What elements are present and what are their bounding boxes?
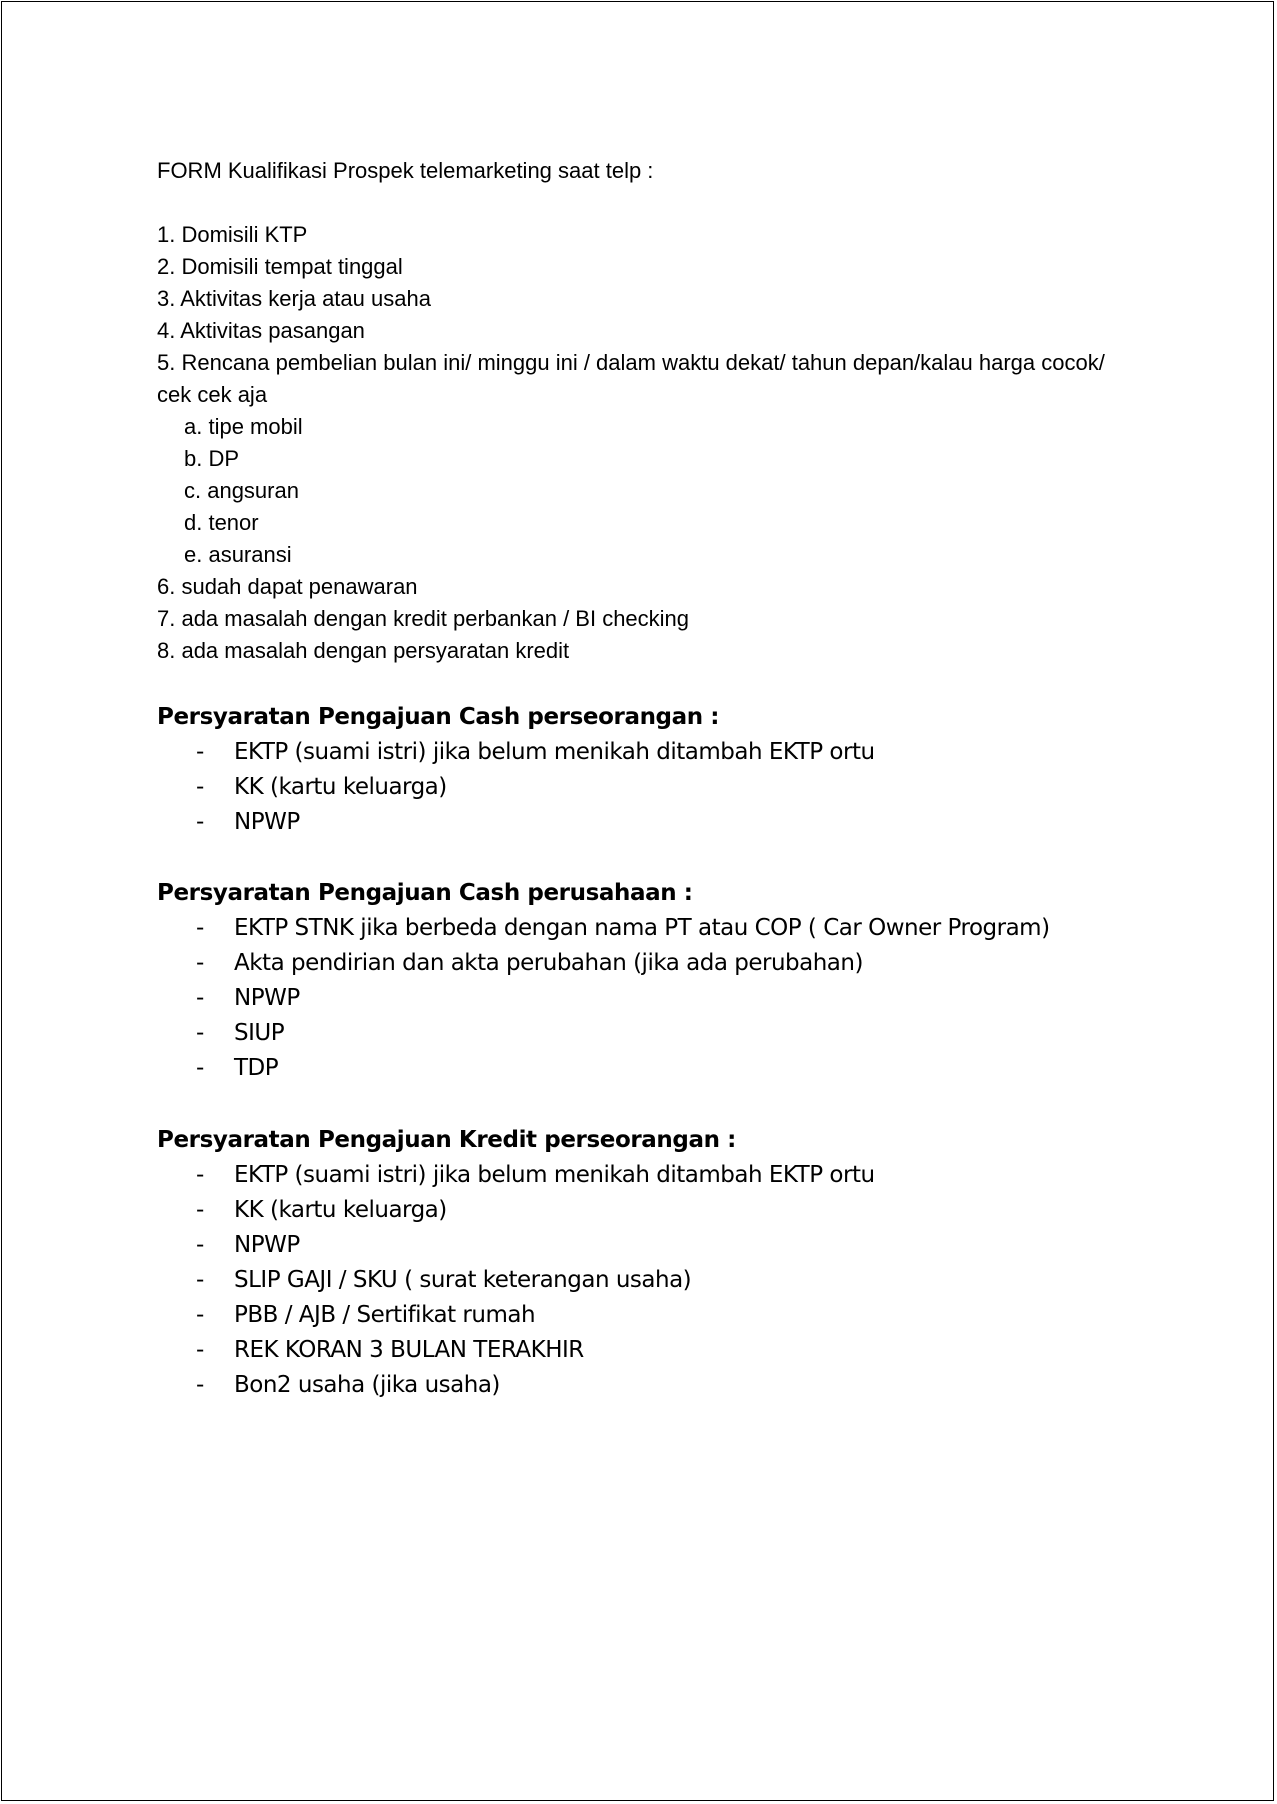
form-subitem-c: c. angsuran <box>184 478 299 503</box>
section-heading-kredit-perseorangan: Persyaratan Pengajuan Kredit perseorangan : <box>157 1127 736 1153</box>
requirement-text: EKTP STNK jika berbeda dengan nama PT atau COP ( Car Owner Program) <box>234 915 1050 941</box>
bullet-dash: - <box>196 985 204 1011</box>
bullet-dash: - <box>196 1372 204 1398</box>
requirement-text: NPWP <box>234 985 300 1011</box>
requirement-text: EKTP (suami istri) jika belum menikah ditambah EKTP ortu <box>234 739 875 765</box>
form-item-4: 4. Aktivitas pasangan <box>157 318 365 343</box>
bullet-dash: - <box>196 1337 204 1363</box>
form-item-8: 8. ada masalah dengan persyaratan kredit <box>157 638 570 663</box>
bullet-dash: - <box>196 739 204 765</box>
bullet-dash: - <box>196 1055 204 1081</box>
requirement-text: Akta pendirian dan akta perubahan (jika ada perubahan) <box>234 950 863 976</box>
bullet-dash: - <box>196 1267 204 1293</box>
bullet-dash: - <box>196 950 204 976</box>
bullet-dash: - <box>196 809 204 835</box>
bullet-dash: - <box>196 1020 204 1046</box>
bullet-dash: - <box>196 774 204 800</box>
form-item-3: 3. Aktivitas kerja atau usaha <box>157 286 431 311</box>
form-subitem-d: d. tenor <box>184 510 259 535</box>
requirement-text: PBB / AJB / Sertifikat rumah <box>234 1302 536 1328</box>
bullet-dash: - <box>196 1302 204 1328</box>
requirement-text: KK (kartu keluarga) <box>234 1197 447 1223</box>
form-subitem-b: b. DP <box>184 446 240 471</box>
section-heading-cash-perusahaan: Persyaratan Pengajuan Cash perusahaan : <box>157 880 693 906</box>
form-item-5: 5. Rencana pembelian bulan ini/ minggu ini / dalam waktu dekat/ tahun depan/kalau harga cocok/ cek cek aja <box>157 350 1105 407</box>
requirement-text: SIUP <box>234 1020 285 1046</box>
requirement-text: TDP <box>234 1055 279 1081</box>
requirement-text: NPWP <box>234 1232 300 1258</box>
form-title: FORM Kualifikasi Prospek telemarketing saat telp : <box>157 158 654 183</box>
requirement-text: EKTP (suami istri) jika belum menikah ditambah EKTP ortu <box>234 1162 875 1188</box>
requirement-text: SLIP GAJI / SKU ( surat keterangan usaha) <box>234 1267 692 1293</box>
requirement-text: REK KORAN 3 BULAN TERAKHIR <box>234 1337 584 1363</box>
document-page <box>1 1 1274 1801</box>
form-item-7: 7. ada masalah dengan kredit perbankan / BI checking <box>157 606 690 631</box>
form-subitem-e: e. asuransi <box>184 542 292 567</box>
form-subitem-a: a. tipe mobil <box>184 414 303 439</box>
form-item-6: 6. sudah dapat penawaran <box>157 574 418 599</box>
requirement-text: Bon2 usaha (jika usaha) <box>234 1372 500 1398</box>
requirement-text: NPWP <box>234 809 300 835</box>
requirement-text: KK (kartu keluarga) <box>234 774 447 800</box>
bullet-dash: - <box>196 1162 204 1188</box>
section-heading-cash-perseorangan: Persyaratan Pengajuan Cash perseorangan : <box>157 704 720 730</box>
bullet-dash: - <box>196 1197 204 1223</box>
form-item-2: 2. Domisili tempat tinggal <box>157 254 403 279</box>
bullet-dash: - <box>196 1232 204 1258</box>
form-item-1: 1. Domisili KTP <box>157 222 308 247</box>
bullet-dash: - <box>196 915 204 941</box>
